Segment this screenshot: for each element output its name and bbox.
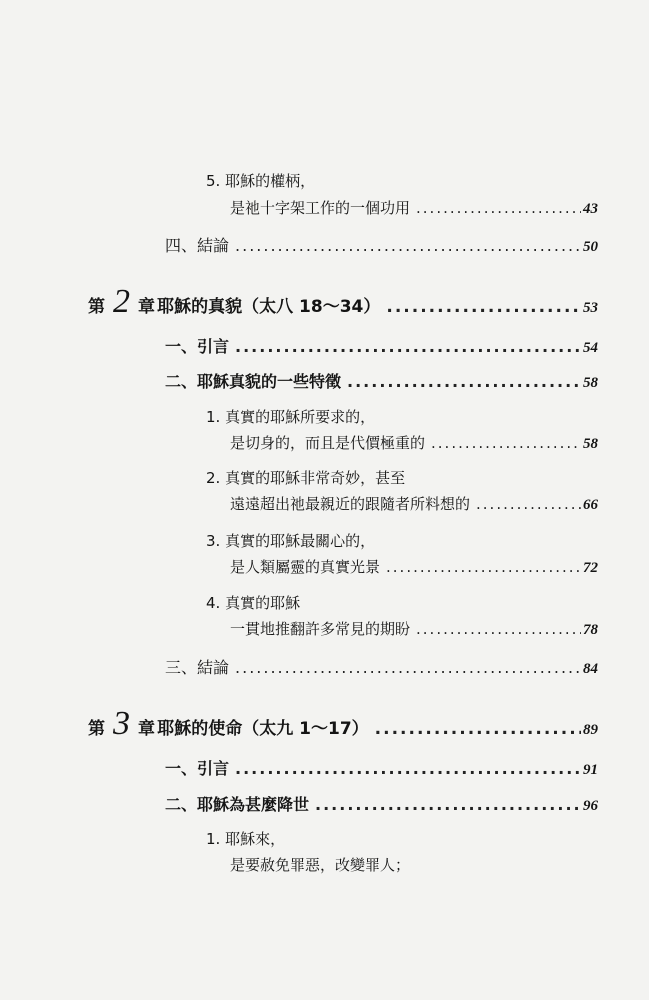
page-number: 96 — [583, 798, 598, 814]
dot-leader — [416, 199, 581, 217]
ch2-item4-entry — [230, 618, 598, 639]
chapter-number: 3 — [113, 705, 130, 742]
ch2-item1-line1: 1. 真實的耶穌所要求的， — [206, 408, 376, 426]
chapter-suffix: 章 — [138, 719, 155, 739]
chapter-2-heading — [88, 285, 598, 319]
page-number: 78 — [583, 622, 598, 638]
dot-leader — [235, 236, 581, 255]
section-label: 四、結論 — [165, 236, 230, 255]
ch1-sec4-entry — [165, 233, 598, 256]
dot-leader — [315, 795, 581, 814]
dot-leader — [235, 658, 581, 677]
ch1-item5-entry — [230, 197, 598, 218]
page-number: 43 — [583, 201, 598, 217]
ch2-item2-entry — [230, 493, 598, 514]
chapter-number: 2 — [113, 283, 130, 320]
chapter-suffix: 章 — [138, 297, 155, 317]
ch2-sec3-entry — [165, 655, 598, 678]
ch2-sec2-entry — [165, 369, 598, 392]
ch2-item4-line1: 4. 真實的耶穌 — [206, 594, 301, 612]
dot-leader — [386, 297, 581, 317]
section-label: 二、耶穌為甚麼降世 — [165, 795, 310, 814]
section-label: 三、結論 — [165, 658, 230, 677]
section-label: 一、引言 — [165, 759, 230, 778]
page-number: 66 — [583, 497, 598, 513]
page-number: 53 — [583, 300, 598, 316]
ch2-item3-line1: 3. 真實的耶穌最關心的， — [206, 532, 376, 550]
dot-leader — [416, 620, 581, 638]
chapter-prefix: 第 — [88, 297, 105, 317]
page-number: 84 — [583, 661, 598, 677]
ch2-sec1-entry — [165, 334, 598, 357]
page-number: 54 — [583, 340, 598, 356]
ch3-item1-line2: 是要赦免罪惡，改變罪人； — [230, 856, 411, 874]
dot-leader — [431, 434, 581, 452]
dot-leader — [386, 558, 581, 576]
ch2-item1-entry — [230, 432, 598, 453]
section-label: 二、耶穌真貌的一些特徵 — [165, 372, 342, 391]
dot-leader — [476, 495, 581, 513]
dot-leader — [235, 337, 581, 356]
chapter-title: 耶穌的真貌（太八 18～34） — [157, 297, 381, 317]
ch2-item3-entry — [230, 556, 598, 577]
chapter-prefix: 第 — [88, 719, 105, 739]
ch2-item2-line2: 遠遠超出祂最親近的跟隨者所料想的 — [230, 495, 471, 513]
dot-leader — [235, 759, 581, 778]
page-number: 89 — [583, 722, 598, 738]
dot-leader — [375, 719, 581, 739]
ch1-item5-line1: 5. 耶穌的權柄， — [206, 172, 316, 190]
section-label: 一、引言 — [165, 337, 230, 356]
ch2-item2-line1: 2. 真實的耶穌非常奇妙，甚至 — [206, 469, 406, 487]
ch3-item1-line1: 1. 耶穌來， — [206, 830, 286, 848]
chapter-3-heading — [88, 707, 598, 741]
dot-leader — [347, 372, 581, 391]
chapter-title: 耶穌的使命（太九 1～17） — [157, 719, 369, 739]
ch3-sec1-entry — [165, 756, 598, 779]
ch1-item5-line2: 是祂十字架工作的一個功用 — [230, 199, 411, 217]
page-number: 72 — [583, 560, 598, 576]
page-number: 91 — [583, 762, 598, 778]
ch2-item1-line2: 是切身的，而且是代價極重的 — [230, 434, 426, 452]
page-number: 58 — [583, 436, 598, 452]
ch2-item4-line2: 一貫地推翻許多常見的期盼 — [230, 620, 411, 638]
ch2-item3-line2: 是人類屬靈的真實光景 — [230, 558, 381, 576]
ch3-sec2-entry — [165, 792, 598, 815]
page-number: 50 — [583, 239, 598, 255]
page-number: 58 — [583, 375, 598, 391]
